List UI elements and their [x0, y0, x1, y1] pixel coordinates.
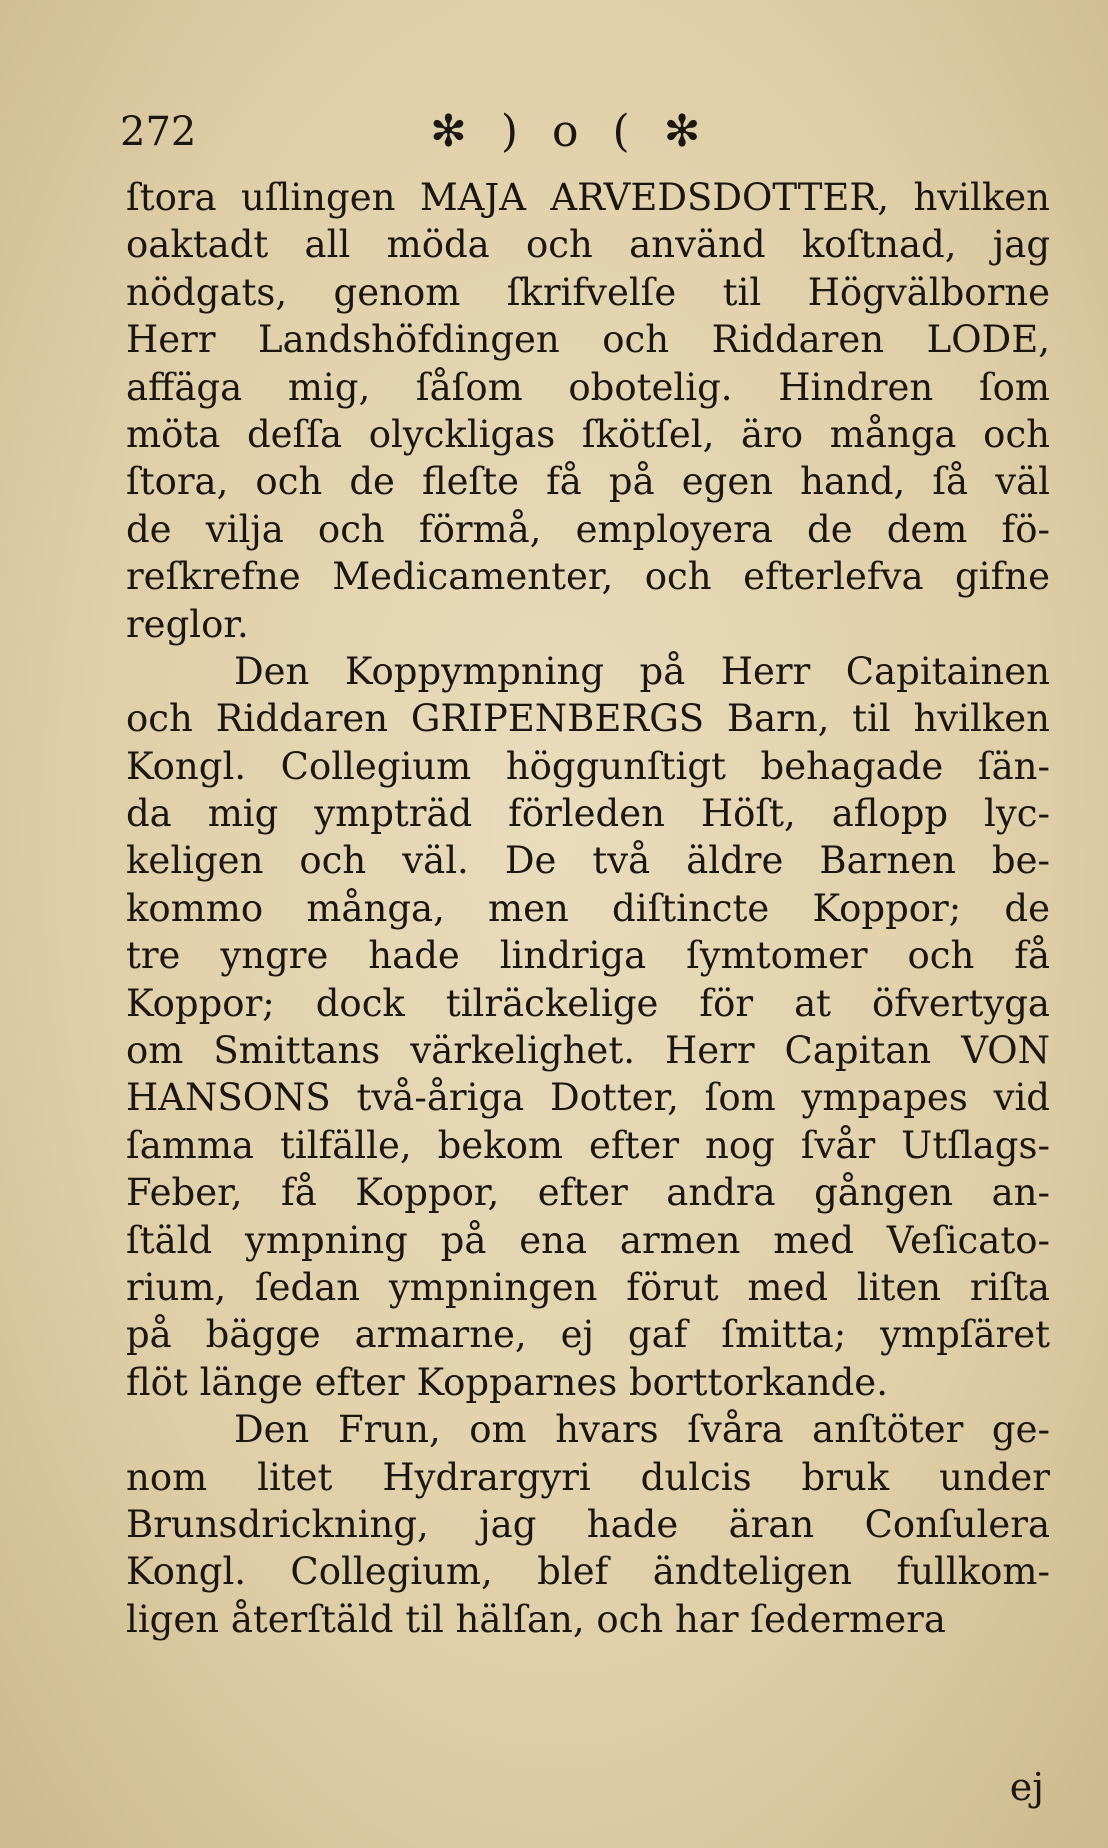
header-ornament: ✻ ) o ( ✻	[430, 106, 711, 157]
text-line: möta deſſa olyckligas ſkötſel, äro många och	[126, 412, 1050, 456]
text-line: rium, ſedan ympningen förut med liten riſta	[126, 1265, 1050, 1309]
text-line: Feber, få Koppor, efter andra gången an-	[126, 1171, 1050, 1215]
text-line: tre yngre hade lindriga ſymtomer och få	[126, 934, 1050, 978]
text-line: Koppor; dock tilräckelige för at öfvertyga	[126, 981, 1050, 1025]
text-line: Brunsdrickning, jag hade äran Conſulera	[126, 1502, 1050, 1546]
page-header	[120, 102, 1020, 162]
text-line: reglor.	[126, 602, 249, 646]
text-line: ſamma tilfälle, bekom efter nog ſvår Utſlags-	[126, 1123, 1050, 1167]
text-line: om Smittans värkelighet. Herr Capitan VON	[126, 1029, 1050, 1073]
text-line: nödgats, genom ſkrifvelſe til Högvälborne	[126, 270, 1050, 314]
text-line: de vilja och förmå, employera de dem fö-	[126, 507, 1050, 551]
text-line: Den Koppympning på Herr Capitainen	[234, 649, 1050, 693]
text-line: kommo många, men diſtincte Koppor; de	[126, 886, 1050, 930]
text-line: på bägge armarne, ej gaf ſmitta; ympſäret	[126, 1313, 1050, 1357]
text-line: och Riddaren GRIPENBERGS Barn, til hvilken	[126, 697, 1050, 741]
text-line: oaktadt all möda och använd koſtnad, jag	[126, 223, 1050, 267]
text-line: ſtora uſlingen MAJA ARVEDSDOTTER, hvilken	[126, 176, 1050, 219]
text-line: flöt länge efter Kopparnes borttorkande.	[126, 1360, 888, 1404]
text-line: HANSONS två-åriga Dotter, ſom ympapes vid	[126, 1076, 1050, 1120]
catchword: ej	[1009, 1765, 1044, 1809]
text-line: ſtäld ympning på ena armen med Veſicato-	[126, 1218, 1050, 1262]
text-line: da mig ympträd förleden Höſt, aflopp lyc-	[126, 792, 1050, 836]
text-line: Herr Landshöfdingen och Riddaren LODE,	[126, 318, 1050, 362]
text-line: reſkrefne Medicamenter, och efterlefva gifne	[126, 555, 1050, 599]
text-line: affäga mig, ſåſom obotelig. Hindren ſom	[126, 365, 1050, 409]
text-line: nom litet Hydrargyri dulcis bruk under	[126, 1455, 1050, 1499]
text-line: ſtora, och de fleſte få på egen hand, ſå väl	[126, 460, 1050, 504]
text-line: Den Frun, om hvars ſvåra anſtöter ge-	[234, 1408, 1050, 1452]
page-number: 272	[120, 109, 197, 155]
text-line: keligen och väl. De två äldre Barnen be-	[126, 839, 1050, 883]
body-text	[126, 174, 1050, 1643]
text-line: Kongl. Collegium, blef ändteligen fullkom-	[126, 1550, 1050, 1594]
text-line: ligen återſtäld til hälſan, och har ſedermera	[126, 1597, 946, 1641]
text-line: Kongl. Collegium höggunſtigt behagade ſän-	[126, 744, 1050, 788]
